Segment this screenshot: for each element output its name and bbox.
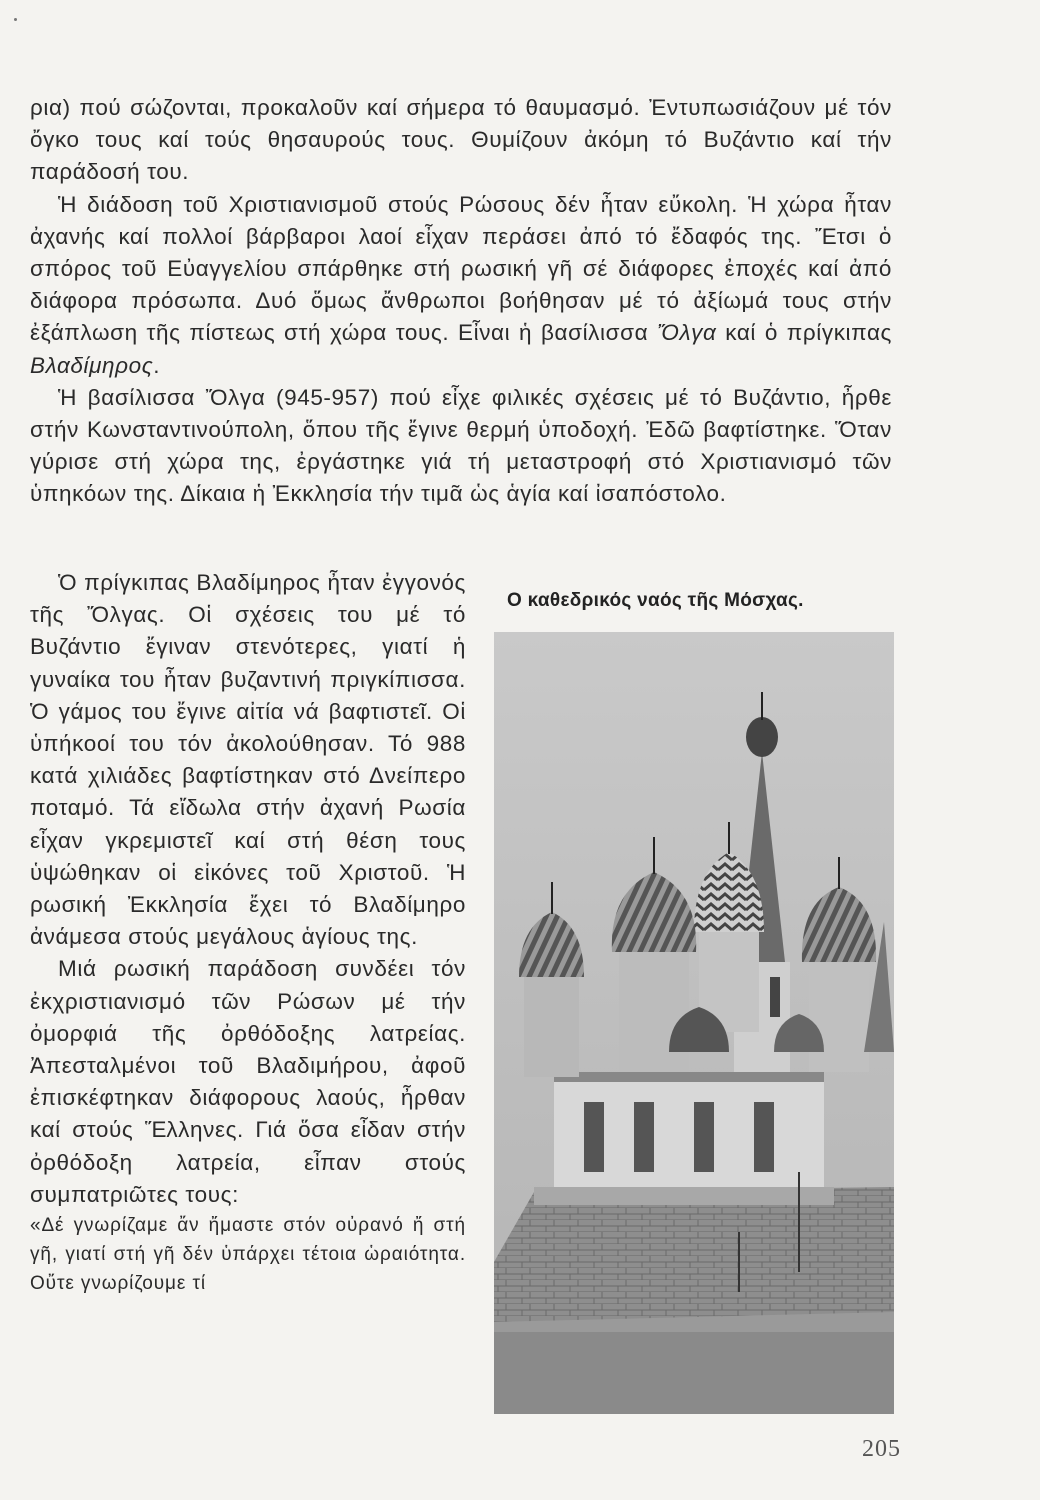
paragraph-christianization-start: Ἡ διάδοση τοῦ Χριστιανισμοῦ στούς Ρώσους δέν ἦταν εὔκολη. Ἡ χώρα ἦταν ἀχανής καί πολλοί βάρβαροι λαοί εἶχαν περάσει ἀπό τό ἔδαφός της. Ἔτσι ὁ σπόρος τοῦ Εὐαγγελίου σπάρθηκε στή ρωσική γῆ σέ διάφορες ἐποχές καί ἀπό διάφορα πρόσωπα. Δυό ὅμως ἄνθρωποι βοήθησαν μέ τό ἀξίωμά τους στήν ἐξάπλωση τῆς πίστεως στή χώρα τους. Εἶναι ἡ βασίλισσα — [30, 191, 892, 346]
paragraph-olga: Ἡ βασίλισσα Ὄλγα (945-957) πού εἶχε φιλικές σχέσεις μέ τό Βυζάντιο, ἦρθε στήν Κωνσταντινούπολη, ὅπου τῆς ἔγινε θερμή ὑποδοχή. Ἐδῶ βαφτίστηκε. Ὅταν γύρισε στή χώρα της, ἐργάστηκε γιά τή μεταστροφή στό Χριστιανισμό τῶν ὑπηκόων της. Δίκαια ἡ Ἐκκλησία τήν τιμᾶ ὡς ἁγία καί ἰσαπόστολο. — [30, 384, 892, 507]
paragraph-vladimir: Ὁ πρίγκιπας Βλαδίμηρος ἦταν ἐγγονός τῆς Ὄλγας. Οἱ σχέσεις του μέ τό Βυζάντιο ἔγιναν στενότερες, γιατί ἡ γυναίκα του ἦταν βυζαντινή πριγκίπισσα. Ὁ γάμος του ἔγινε αἰτία νά βαφτιστεῖ. Οἱ ὑπήκοοί του τόν ἀκολούθησαν. Τό 988 κατά χιλιάδες βαφτίστηκαν στό Δνείπερο ποταμό. Τά εἴδωλα στήν ἀχανή Ρωσία εἶχαν γκρεμιστεῖ καί στή θέση τους ὑψώθηκαν οἱ εἰκόνες τοῦ Χριστοῦ. Ἡ ρωσική Ἐκκλησία ἔχει τό Βλαδίμηρο ἀνάμεσα στούς μεγάλους ἁγίους της. — [30, 570, 466, 950]
paragraph-continued: ρια) πού σώζονται, προκαλοῦν καί σήμερα τό θαυμασμό. Ἐντυπωσιάζουν μέ τόν ὄγκο τους καί τούς θησαυρούς τους. Θυμίζουν ἀκόμη τό Βυζάντιο καί τήν παράδοσή του. — [30, 95, 892, 185]
paper-speck — [14, 18, 17, 21]
cathedral-photo — [494, 632, 894, 1414]
name-vladimir: Βλαδίμηρος — [30, 352, 154, 378]
column-text — [30, 567, 466, 1298]
paragraph-christianization-mid: καί ὁ πρίγκιπας — [716, 320, 892, 346]
paragraph-tradition: Μιά ρωσική παράδοση συνδέει τόν ἐκχριστιανισμό τῶν Ρώσων μέ τήν ὀμορφιά τῆς ὀρθόδοξης λατρείας. Ἀπεσταλμένοι τοῦ Βλαδιμήρου, ἀφοῦ ἐπισκέφτηκαν διάφορους λαούς, ἦρθαν καί στούς Ἕλληνες. Γιά ὅσα εἶδαν στήν ὀρθόδοξη λατρεία, εἶπαν στούς συμπατριῶτες τους: — [30, 956, 466, 1207]
full-width-text — [30, 92, 892, 511]
page-number: 205 — [862, 1436, 901, 1462]
name-olga: Ὄλγα — [657, 320, 717, 346]
paragraph-christianization-end: . — [153, 352, 161, 378]
paragraph-quote: «Δέ γνωρίζαμε ἄν ἤμαστε στόν οὐρανό ἤ στή γῆ, γιατί στή γῆ δέν ὑπάρχει τέτοια ὡραιότητα. Οὔτε γνωρίζουμε τί — [30, 1215, 466, 1295]
cathedral-illustration — [494, 632, 894, 1414]
paragraph-christianization — [30, 189, 892, 382]
figure-caption: Ο καθεδρικός ναός τῆς Μόσχας. — [507, 590, 804, 611]
